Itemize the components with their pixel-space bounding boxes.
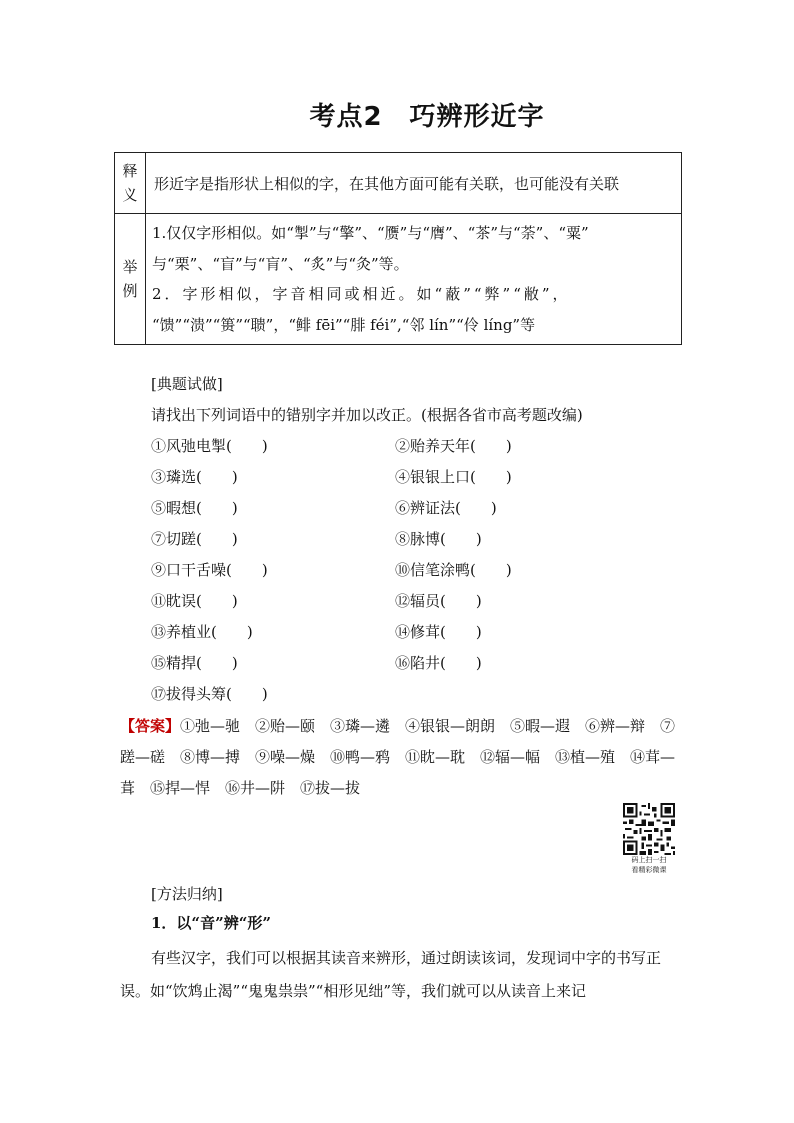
exercise-item: ⑪眈误( ) [151,592,238,610]
exercise-item: ①风弛电掣( ) [151,437,268,455]
answer-block [120,711,682,804]
header-char: 义 [122,186,138,204]
exercise-instruction: 请找出下列词语中的错别字并加以改正。(根据各省市高考题改编) [151,406,583,424]
exercise-item: ⑬养植业( ) [151,623,253,641]
exercise-item: ②贻养天年( ) [395,437,512,455]
examples-text [146,214,682,345]
answer-tag: 【答案】 [120,717,181,735]
definition-text: 形近字是指形状上相似的字，在其他方面可能有关联，也可能没有关联 [146,153,682,214]
definition-row [115,153,682,214]
definition-table [114,152,682,345]
exercise-item: ④银银上口( ) [395,468,512,486]
example-line: “馈”“溃”“篑”“聩”，“鲱 fēi”“腓 féi”,“邻 lín”“伶 líng”等 [152,315,536,334]
method-subheading: 1．以“音”辨“形” [151,914,271,932]
exercise-item: ⑤暇想( ) [151,499,238,517]
exercise-item: ⑯陷井( ) [395,654,482,672]
header-char: 释 [122,162,138,180]
qr-caption-line: 码上扫一扫 [631,856,667,864]
example-line: 1.仅仅字形相似。如“掣”与“擎”、“赝”与“膺”、“茶”与“荼”、“粟” [152,224,589,242]
exercise-item: ⑫辐员( ) [395,592,482,610]
example-line: 与“栗”、“盲”与“肓”、“炙”与“灸”等。 [152,254,409,273]
qr-caption [617,855,681,875]
exercise-item: ⑭修茸( ) [395,623,482,641]
exercise-item: ③璘选( ) [151,468,238,486]
method-paragraph: 有些汉字，我们可以根据其读音来辨形，通过朗读该词，发现词中字的书写正误。如“饮鸩止渴”“鬼鬼祟祟”“相形见绌”等，我们就可以从读音上来记 [120,949,662,1000]
exercise-item: ⑥辨证法( ) [395,499,497,517]
header-char: 例 [122,282,138,300]
exercise-item: ⑩信笔涂鸭( ) [395,561,512,579]
exercise-item: ⑨口干舌噪( ) [151,561,268,579]
qr-code-icon[interactable] [623,803,675,855]
exercise-item: ⑮精捍( ) [151,654,238,672]
example-line: 2．字形相似，字音相同或相近。如“蔽”“弊”“敝”， [152,285,571,303]
header-char: 举 [122,258,138,276]
definition-header [115,153,146,214]
answer-text: ①弛—驰 ②贻—颐 ③璘—遴 ④银银—朗朗 ⑤暇—遐 ⑥辨—辩 ⑦蹉—磋 ⑧博—搏 ⑨噪—燥 ⑩鸭—鸦 ⑪眈—耽 ⑫辐—幅 ⑬植—殖 ⑭茸—葺 ⑮捍—悍 ⑯井—阱 ⑰拔—拔 [120,717,676,797]
exercise-heading: [典题试做] [151,375,223,393]
exercise-item: ⑧脉博( ) [395,530,482,548]
examples-header [115,214,146,345]
qr-caption-line: 看精彩微课 [631,866,667,874]
exercise-item: ⑦切蹉( ) [151,530,238,548]
method-heading: [方法归纳] [151,885,223,903]
page-title: 考点2 巧辨形近字 [309,102,545,132]
exercise-item: ⑰拔得头筹( ) [151,685,268,703]
examples-row [115,214,682,345]
